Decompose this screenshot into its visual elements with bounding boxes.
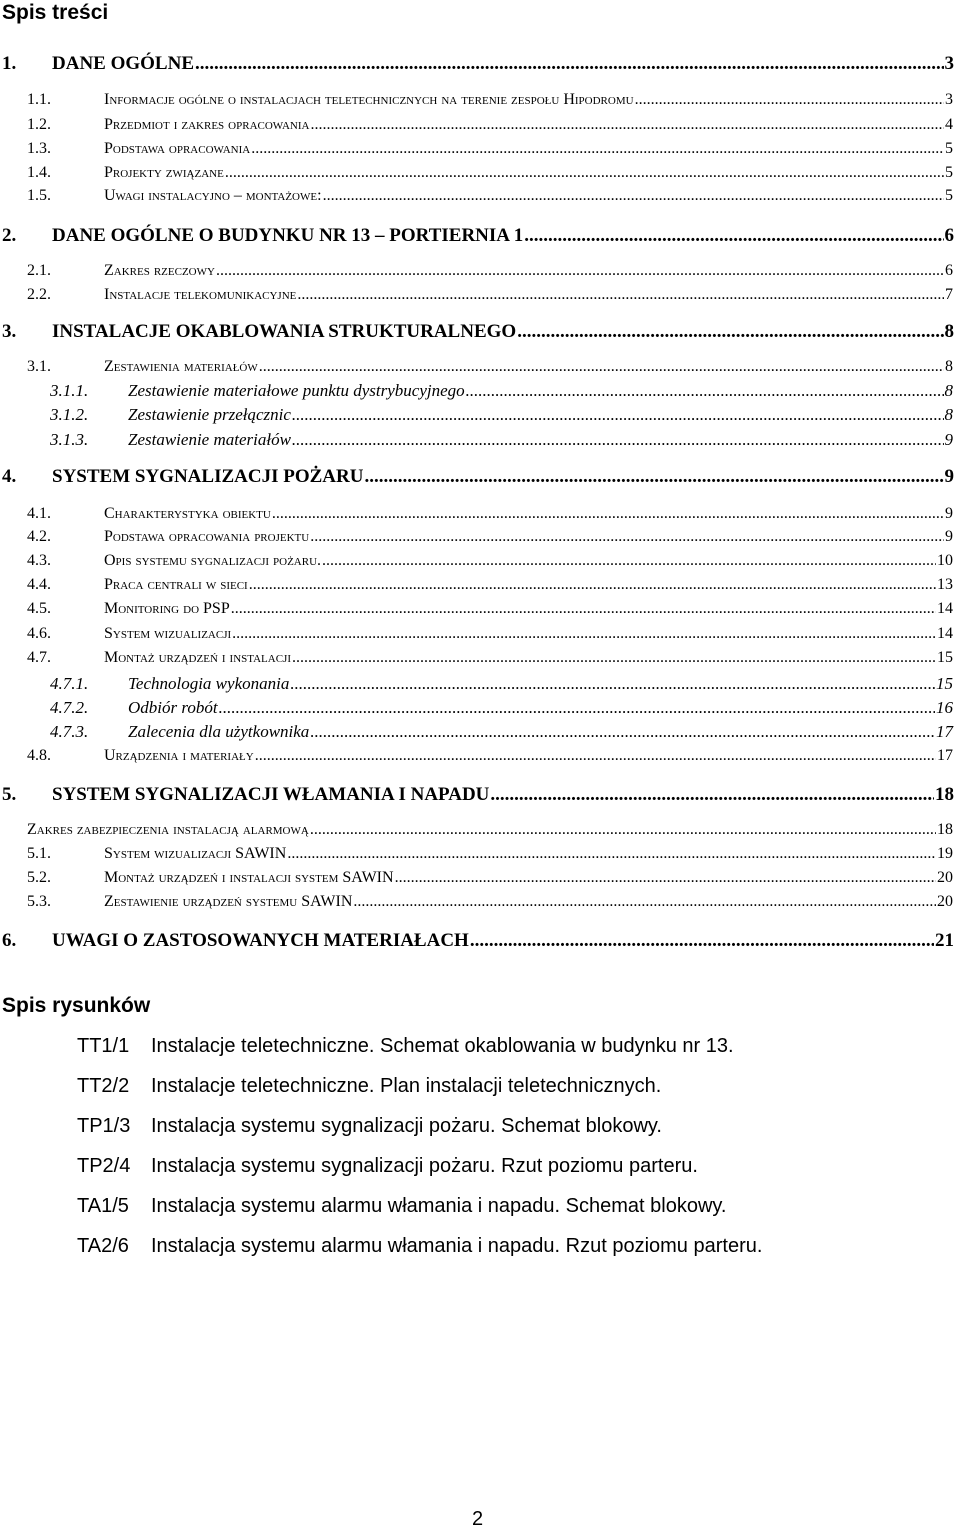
toc-entry-number: 4.7.3. (50, 722, 89, 741)
toc-dot-leader (310, 821, 936, 839)
toc-entry[interactable] (27, 528, 953, 546)
figure-code: TT2/2 (77, 1075, 130, 1097)
toc-entry-page: 5 (945, 164, 953, 181)
toc-entry[interactable] (50, 674, 953, 694)
toc-entry-title: Zestawienia materiałów (104, 358, 258, 375)
toc-entry-page: 9 (945, 505, 953, 522)
toc-entry-page: 7 (945, 286, 953, 303)
toc-entry-title: Zestawienie przełącznic (128, 405, 291, 424)
figure-title: Instalacje teletechniczne. Schemat okablowania w budynku nr 13. (151, 1035, 734, 1057)
toc-entry[interactable] (27, 893, 953, 911)
toc-entry-title: SYSTEM SYGNALIZACJI WŁAMANIA I NAPADU (52, 784, 490, 805)
toc-entry[interactable] (27, 649, 953, 667)
toc-entry-page: 20 (937, 893, 953, 910)
toc-entry-number: 4.7.2. (50, 698, 89, 717)
toc-entry-title: SYSTEM SYGNALIZACJI POŻARU (52, 466, 364, 487)
toc-entry-number: 1.2. (27, 116, 51, 133)
toc-entry-number: 3. (2, 321, 17, 342)
toc-entry-page: 10 (937, 552, 953, 569)
toc-entry-number: 6. (2, 930, 17, 951)
figure-code: TA1/5 (77, 1195, 129, 1217)
toc-entry[interactable] (50, 381, 953, 401)
toc-entry-number: 5.1. (27, 845, 51, 862)
toc-entry-title: Technologia wykonania (128, 674, 290, 693)
toc-entry-title: UWAGI O ZASTOSOWANYCH MATERIAŁACH (52, 930, 469, 951)
figure-title: Instalacja systemu alarmu włamania i napadu. Schemat blokowy. (151, 1195, 727, 1217)
toc-entry-page: 14 (937, 625, 953, 642)
toc-entry-page: 15 (936, 674, 953, 693)
toc-entry-page: 5 (945, 187, 953, 204)
toc-entry-title: System wizualizacji (104, 625, 232, 642)
toc-entry-title: Zestawienie materiałowe punktu dystrybucyjnego (128, 381, 465, 400)
toc-dot-leader (219, 698, 935, 718)
figure-entry (77, 1155, 698, 1178)
figures-heading: Spis rysunków (2, 994, 151, 1017)
toc-entry[interactable] (27, 552, 953, 570)
toc-entry[interactable] (27, 576, 953, 594)
figure-code: TT1/1 (77, 1035, 130, 1057)
toc-entry-number: 4. (2, 466, 17, 487)
toc-entry-number: 4.2. (27, 528, 51, 545)
toc-dot-leader (272, 505, 944, 523)
figure-entry (77, 1195, 726, 1218)
toc-dot-leader (323, 187, 944, 205)
toc-entry-number: 1. (2, 53, 17, 74)
toc-entry[interactable] (50, 430, 953, 450)
toc-entry[interactable] (50, 722, 953, 742)
toc-entry-title: Praca centrali w sieci (104, 576, 248, 593)
toc-dot-leader (470, 930, 934, 952)
toc-entry-page: 8 (944, 405, 953, 424)
toc-entry-number: 4.1. (27, 505, 51, 522)
figure-entry (77, 1235, 762, 1258)
toc-dot-leader (310, 116, 944, 134)
toc-dot-leader (466, 381, 944, 401)
toc-entry-title: Zestawienie materiałów (128, 430, 291, 449)
toc-entry-number: 5.2. (27, 869, 51, 886)
toc-entry-page: 15 (937, 649, 953, 666)
toc-dot-leader (292, 405, 944, 425)
toc-entry-page: 6 (944, 225, 954, 246)
toc-entry-number: 2.2. (27, 286, 51, 303)
toc-dot-leader (290, 674, 935, 694)
toc-entry[interactable] (50, 405, 953, 425)
toc-entry-number: 4.6. (27, 625, 51, 642)
toc-entry[interactable] (27, 91, 953, 109)
toc-entry-number: 3.1.3. (50, 430, 89, 449)
toc-heading: Spis treści (2, 1, 109, 24)
toc-entry-title: Monitoring do PSP (104, 600, 230, 617)
toc-dot-leader (353, 893, 936, 911)
toc-entry-number: 1.3. (27, 140, 51, 157)
figure-title: Instalacja systemu sygnalizacji pożaru. Schemat blokowy. (151, 1115, 662, 1137)
toc-dot-leader (292, 649, 936, 667)
toc-entry-page: 18 (937, 821, 953, 838)
toc-dot-leader (232, 625, 936, 643)
toc-dot-leader (297, 286, 944, 304)
toc-entry-page: 6 (945, 262, 953, 279)
toc-entry-page: 4 (945, 116, 953, 133)
toc-entry-page: 20 (937, 869, 953, 886)
figure-title: Instalacje teletechniczne. Plan instalacji teletechnicznych. (151, 1075, 662, 1097)
toc-entry-number: 4.7.1. (50, 674, 89, 693)
figure-code: TP2/4 (77, 1155, 131, 1177)
toc-entry-title: Podstawa opracowania (104, 140, 251, 157)
toc-entry-number: 2. (2, 225, 17, 246)
toc-entry-number: 2.1. (27, 262, 51, 279)
toc-entry[interactable] (50, 698, 953, 718)
toc-entry-title: DANE OGÓLNE O BUDYNKU NR 13 – PORTIERNIA 1 (52, 225, 524, 246)
toc-entry-title: Zestawienie urządzeń systemu SAWIN (104, 893, 353, 910)
toc-entry[interactable] (2, 53, 954, 75)
toc-entry-number: 4.7. (27, 649, 51, 666)
toc-entry-title: Uwagi instalacyjno – montażowe: (104, 187, 322, 204)
toc-entry-title: INSTALACJE OKABLOWANIA STRUKTURALNEGO (52, 321, 517, 342)
toc-entry[interactable] (27, 747, 953, 765)
toc-entry-title: Zakres zabezpieczenia instalacją alarmową (27, 821, 309, 838)
toc-entry-title: Urządzenia i materiały (104, 747, 254, 764)
toc-entry-number: 1.5. (27, 187, 51, 204)
toc-entry-page: 21 (935, 930, 954, 951)
toc-entry[interactable] (2, 466, 954, 488)
toc-entry-number: 1.4. (27, 164, 51, 181)
toc-entry-title: Zakres rzeczowy (104, 262, 215, 279)
figure-entry (77, 1075, 661, 1098)
figure-code: TP1/3 (77, 1115, 131, 1137)
toc-entry-page: 14 (937, 600, 953, 617)
toc-entry-title: System wizualizacji SAWIN (104, 845, 287, 862)
toc-entry[interactable] (2, 784, 954, 806)
toc-dot-leader (310, 528, 944, 546)
toc-entry-number: 4.5. (27, 600, 51, 617)
page-number: 2 (472, 1508, 484, 1530)
toc-entry[interactable] (27, 262, 953, 280)
toc-dot-leader (231, 600, 936, 618)
toc-entry-title: Podstawa opracowania projektu (104, 528, 310, 545)
toc-entry-page: 19 (937, 845, 953, 862)
toc-entry-title: Opis systemu sygnalizacji pożaru. (104, 552, 322, 569)
toc-entry-page: 3 (945, 91, 953, 108)
toc-entry-title: Odbiór robót (128, 698, 218, 717)
toc-entry-page: 8 (945, 358, 953, 375)
toc-dot-leader (255, 747, 936, 765)
toc-dot-leader (490, 784, 934, 806)
figure-title: Instalacja systemu sygnalizacji pożaru. Rzut poziomu parteru. (151, 1155, 698, 1177)
toc-entry[interactable] (27, 821, 953, 839)
toc-entry-title: Instalacje telekomunikacyjne (104, 286, 297, 303)
toc-entry-number: 3.1.1. (50, 381, 89, 400)
toc-entry-page: 8 (944, 321, 954, 342)
toc-entry[interactable] (2, 930, 954, 952)
toc-entry-title: Montaż urządzeń i instalacji (104, 649, 291, 666)
toc-entry[interactable] (2, 321, 954, 343)
toc-dot-leader (216, 262, 944, 280)
toc-dot-leader (395, 869, 936, 887)
toc-entry-page: 9 (944, 466, 954, 487)
toc-entry-title: Zalecenia dla użytkownika (128, 722, 310, 741)
toc-entry[interactable] (27, 187, 953, 205)
toc-entry-number: 4.8. (27, 747, 51, 764)
toc-dot-leader (635, 91, 944, 109)
toc-entry[interactable] (27, 869, 953, 887)
toc-entry-number: 3.1.2. (50, 405, 89, 424)
toc-entry-title: Przedmiot i zakres opracowania (104, 116, 310, 133)
toc-entry-page: 9 (945, 528, 953, 545)
toc-entry-page: 17 (937, 747, 953, 764)
toc-entry-page: 18 (935, 784, 954, 805)
toc-entry[interactable] (27, 845, 953, 863)
toc-entry-number: 3.1. (27, 358, 51, 375)
figure-entry (77, 1035, 734, 1058)
toc-entry[interactable] (27, 164, 953, 182)
toc-entry-title: DANE OGÓLNE (52, 53, 194, 74)
figure-code: TA2/6 (77, 1235, 129, 1257)
toc-entry-page: 3 (944, 53, 954, 74)
toc-entry-page: 9 (944, 430, 953, 449)
toc-entry-page: 5 (945, 140, 953, 157)
toc-entry-number: 4.4. (27, 576, 51, 593)
toc-entry-page: 16 (936, 698, 953, 717)
toc-dot-leader (524, 225, 943, 247)
toc-dot-leader (195, 53, 944, 75)
toc-entry[interactable] (2, 225, 954, 247)
toc-dot-leader (364, 466, 943, 488)
toc-entry-title: Projekty związane (104, 164, 224, 181)
figure-title: Instalacja systemu alarmu włamania i napadu. Rzut poziomu parteru. (151, 1235, 763, 1257)
toc-dot-leader (251, 140, 944, 158)
toc-dot-leader (225, 164, 944, 182)
toc-entry[interactable] (27, 286, 953, 304)
toc-dot-leader (310, 722, 935, 742)
toc-entry[interactable] (27, 600, 953, 618)
toc-entry-number: 5.3. (27, 893, 51, 910)
toc-dot-leader (249, 576, 936, 594)
toc-entry-number: 5. (2, 784, 17, 805)
toc-entry[interactable] (27, 358, 953, 376)
toc-entry[interactable] (27, 116, 953, 134)
toc-entry-title: Montaż urządzeń i instalacji system SAWIN (104, 869, 394, 886)
toc-entry-page: 17 (936, 722, 953, 741)
toc-entry-number: 1.1. (27, 91, 51, 108)
toc-dot-leader (517, 321, 943, 343)
toc-entry-page: 8 (944, 381, 953, 400)
toc-entry-number: 4.3. (27, 552, 51, 569)
toc-dot-leader (322, 552, 936, 570)
figure-entry (77, 1115, 662, 1138)
toc-dot-leader (292, 430, 944, 450)
toc-entry[interactable] (27, 140, 953, 158)
toc-entry[interactable] (27, 625, 953, 643)
toc-entry[interactable] (27, 505, 953, 523)
toc-dot-leader (287, 845, 936, 863)
toc-entry-page: 13 (937, 576, 953, 593)
toc-entry-title: Informacje ogólne o instalacjach teletechnicznych na terenie zespołu Hipodromu (104, 91, 634, 108)
toc-dot-leader (259, 358, 944, 376)
toc-entry-title: Charakterystyka obiektu (104, 505, 271, 522)
